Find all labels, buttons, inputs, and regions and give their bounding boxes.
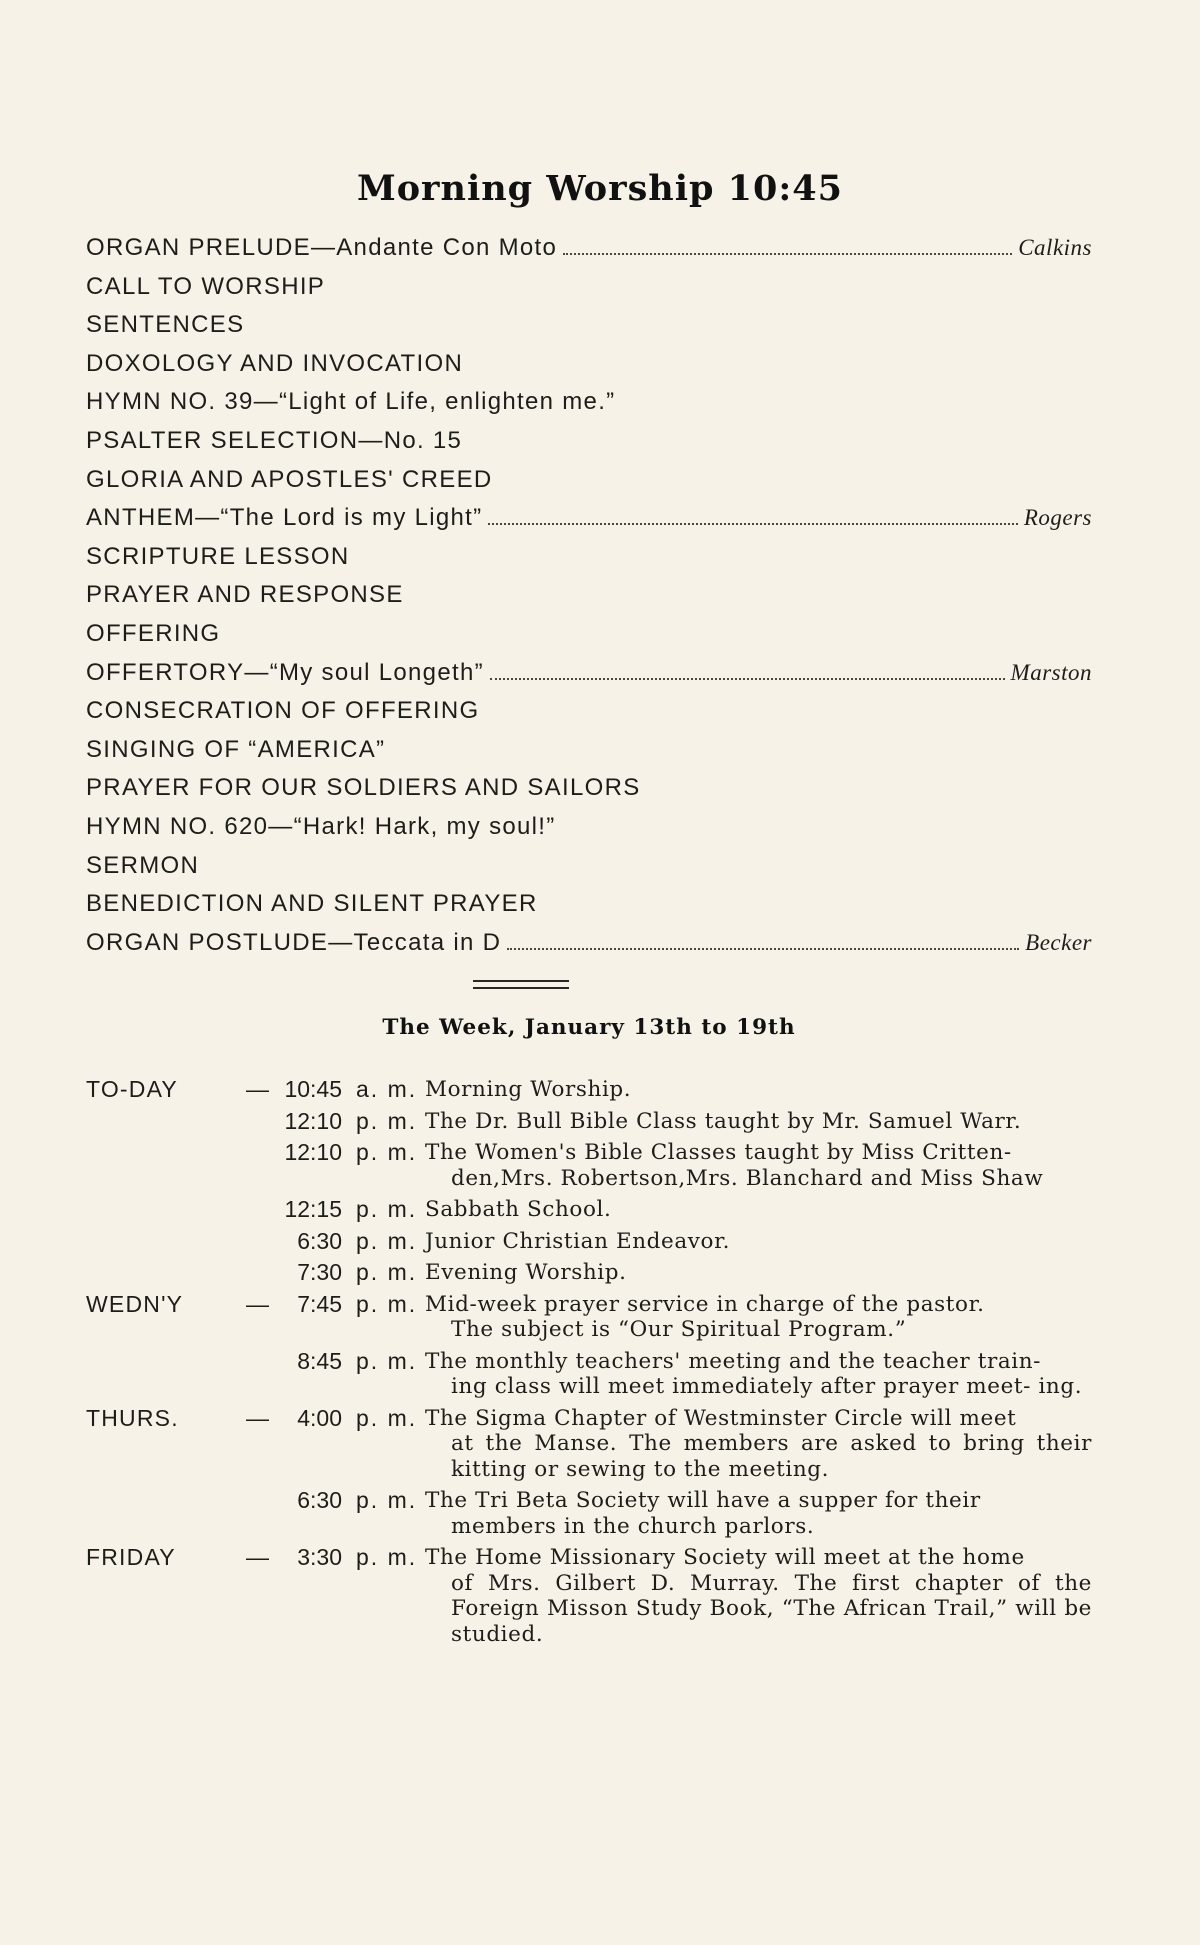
dot-leader bbox=[507, 948, 1019, 950]
dot-leader bbox=[490, 678, 1005, 680]
schedule-row bbox=[86, 1406, 1092, 1483]
schedule-time: 12:10 bbox=[284, 1139, 342, 1165]
program-item-text: OFFERTORY—“My soul Longeth” bbox=[86, 658, 484, 686]
program-item-composer: Rogers bbox=[1023, 505, 1092, 531]
schedule-event bbox=[422, 1109, 1092, 1135]
schedule-row bbox=[86, 1077, 1092, 1103]
schedule-ampm: p. m. bbox=[356, 1544, 418, 1570]
schedule-event-continued: ing class will meet immediately after prayer meet- ing. bbox=[451, 1374, 1083, 1399]
program-item bbox=[86, 234, 1092, 273]
schedule-ampm: p. m. bbox=[356, 1196, 418, 1222]
program-item-text: SERMON bbox=[86, 851, 200, 879]
schedule-row bbox=[86, 1349, 1092, 1400]
program-item-text: ANTHEM—“The Lord is my Light” bbox=[86, 504, 483, 532]
schedule-row bbox=[86, 1545, 1092, 1647]
program-item bbox=[86, 504, 1092, 543]
schedule-event-text: The Dr. Bull Bible Class taught by Mr. Samuel Warr. bbox=[425, 1108, 1022, 1134]
order-of-service bbox=[86, 234, 1092, 967]
program-item-text: DOXOLOGY AND INVOCATION bbox=[86, 349, 464, 377]
program-item-composer: Marston bbox=[1010, 659, 1092, 685]
program-item bbox=[86, 659, 1092, 698]
schedule-ampm: p. m. bbox=[356, 1290, 418, 1317]
schedule-time: 4:00 bbox=[297, 1404, 342, 1431]
schedule-day: FRIDAY bbox=[86, 1544, 176, 1570]
schedule-day: TO-DAY bbox=[86, 1076, 178, 1102]
program-item-text: HYMN NO. 39—“Light of Life, enlighten me.” bbox=[86, 388, 616, 416]
schedule-row bbox=[86, 1140, 1092, 1191]
program-item-text: OFFERING bbox=[86, 619, 221, 647]
dot-leader bbox=[563, 253, 1012, 255]
program-item bbox=[86, 813, 1092, 852]
program-item bbox=[86, 736, 1092, 775]
schedule-ampm: p. m. bbox=[356, 1347, 418, 1374]
schedule-ampm: p. m. bbox=[356, 1487, 418, 1513]
schedule-event-text: The monthly teachers' meeting and the teacher train- bbox=[425, 1348, 1042, 1374]
program-item-text: CONSECRATION OF OFFERING bbox=[86, 697, 480, 725]
morning-worship-title: Morning Worship 10:45 bbox=[356, 168, 844, 209]
schedule-ampm: p. m. bbox=[356, 1139, 418, 1165]
schedule-event bbox=[422, 1077, 1092, 1103]
program-item bbox=[86, 311, 1092, 350]
schedule-event bbox=[422, 1349, 1092, 1400]
program-item-text: CALL TO WORSHIP bbox=[86, 272, 326, 300]
program-item bbox=[86, 852, 1092, 891]
schedule-ampm: a. m. bbox=[356, 1076, 418, 1102]
schedule-dash: — bbox=[246, 1076, 269, 1102]
program-item-text: SINGING OF “AMERICA” bbox=[86, 735, 386, 763]
program-item bbox=[86, 620, 1092, 659]
program-item-text: PRAYER FOR OUR SOLDIERS AND SAILORS bbox=[86, 774, 641, 802]
schedule-row bbox=[86, 1488, 1092, 1539]
program-item-text: GLORIA AND APOSTLES' CREED bbox=[86, 465, 493, 493]
schedule-ampm: p. m. bbox=[356, 1227, 418, 1254]
schedule-day: WEDN'Y bbox=[86, 1290, 184, 1317]
schedule-event bbox=[422, 1140, 1092, 1191]
schedule-time: 6:30 bbox=[297, 1227, 342, 1254]
program-item bbox=[86, 581, 1092, 620]
schedule-event bbox=[422, 1406, 1092, 1483]
week-schedule bbox=[86, 1077, 1092, 1653]
schedule-time: 8:45 bbox=[297, 1347, 342, 1374]
schedule-time: 7:45 bbox=[297, 1290, 342, 1317]
schedule-time: 12:15 bbox=[284, 1196, 342, 1222]
program-item bbox=[86, 466, 1092, 505]
program-item bbox=[86, 929, 1092, 968]
week-title: The Week, January 13th to 19th bbox=[382, 1015, 796, 1040]
schedule-event bbox=[422, 1197, 1092, 1223]
schedule-row bbox=[86, 1197, 1092, 1223]
schedule-event bbox=[422, 1545, 1092, 1647]
schedule-event bbox=[422, 1488, 1092, 1539]
program-item bbox=[86, 697, 1092, 736]
schedule-row bbox=[86, 1109, 1092, 1135]
schedule-event-continued: The subject is “Our Spiritual Program.” bbox=[451, 1317, 907, 1342]
schedule-event-text: The Tri Beta Society will have a supper for their bbox=[425, 1488, 981, 1513]
schedule-dash: — bbox=[246, 1290, 269, 1317]
program-item bbox=[86, 774, 1092, 813]
program-item-text: HYMN NO. 620—“Hark! Hark, my soul!” bbox=[86, 812, 556, 840]
program-item-text: SENTENCES bbox=[86, 311, 245, 339]
dot-leader bbox=[488, 523, 1017, 525]
schedule-event-text: Sabbath School. bbox=[425, 1197, 612, 1222]
schedule-event-text: The Sigma Chapter of Westminster Circle will meet bbox=[425, 1405, 1017, 1431]
program-item-text: ORGAN POSTLUDE—Teccata in D bbox=[86, 928, 502, 956]
schedule-event-text: Junior Christian Endeavor. bbox=[425, 1228, 731, 1254]
program-item bbox=[86, 543, 1092, 582]
program-item-text: BENEDICTION AND SILENT PRAYER bbox=[86, 890, 538, 918]
schedule-row bbox=[86, 1292, 1092, 1343]
schedule-event-text: Morning Worship. bbox=[425, 1077, 632, 1102]
program-item bbox=[86, 427, 1092, 466]
schedule-event-continued: of Mrs. Gilbert D. Murray. The first chapter of the Foreign Misson Study Book, “The African Trail,” will be studied. bbox=[451, 1570, 1092, 1647]
schedule-event-continued: at the Manse. The members are asked to bring their kitting or sewing to the meeting. bbox=[451, 1431, 1092, 1482]
program-item-composer: Calkins bbox=[1018, 235, 1092, 260]
schedule-ampm: p. m. bbox=[356, 1404, 418, 1431]
schedule-time: 3:30 bbox=[297, 1544, 342, 1570]
schedule-event bbox=[422, 1260, 1092, 1286]
program-item bbox=[86, 273, 1092, 312]
schedule-dash: — bbox=[246, 1404, 269, 1431]
schedule-event-text: The Women's Bible Classes taught by Miss Critten- bbox=[425, 1140, 1012, 1165]
schedule-time: 10:45 bbox=[284, 1076, 342, 1102]
schedule-event bbox=[422, 1292, 1092, 1343]
schedule-ampm: p. m. bbox=[356, 1107, 418, 1134]
schedule-time: 7:30 bbox=[297, 1259, 342, 1285]
program-item-text: PSALTER SELECTION—No. 15 bbox=[86, 426, 463, 454]
schedule-row bbox=[86, 1229, 1092, 1255]
schedule-event-continued: den,Mrs. Robertson,Mrs. Blanchard and Miss Shaw bbox=[451, 1165, 1044, 1191]
program-item-text: PRAYER AND RESPONSE bbox=[86, 581, 404, 609]
program-item-text: ORGAN PRELUDE—Andante Con Moto bbox=[86, 234, 558, 261]
program-item-text: SCRIPTURE LESSON bbox=[86, 542, 350, 570]
schedule-time: 6:30 bbox=[297, 1487, 342, 1513]
schedule-event bbox=[422, 1229, 1092, 1255]
program-item bbox=[86, 890, 1092, 929]
schedule-event-text: Evening Worship. bbox=[425, 1260, 627, 1285]
schedule-dash: — bbox=[246, 1544, 269, 1570]
program-item bbox=[86, 350, 1092, 389]
schedule-event-continued: members in the church parlors. bbox=[451, 1513, 815, 1539]
schedule-row bbox=[86, 1260, 1092, 1286]
schedule-time: 12:10 bbox=[284, 1107, 342, 1134]
section-divider bbox=[473, 980, 569, 989]
schedule-day: THURS. bbox=[86, 1404, 179, 1431]
program-item-composer: Becker bbox=[1025, 929, 1092, 955]
schedule-event-text: Mid-week prayer service in charge of the pastor. bbox=[425, 1291, 985, 1317]
schedule-event-text: The Home Missionary Society will meet at the home bbox=[425, 1545, 1025, 1570]
schedule-ampm: p. m. bbox=[356, 1259, 418, 1285]
program-item bbox=[86, 388, 1092, 427]
